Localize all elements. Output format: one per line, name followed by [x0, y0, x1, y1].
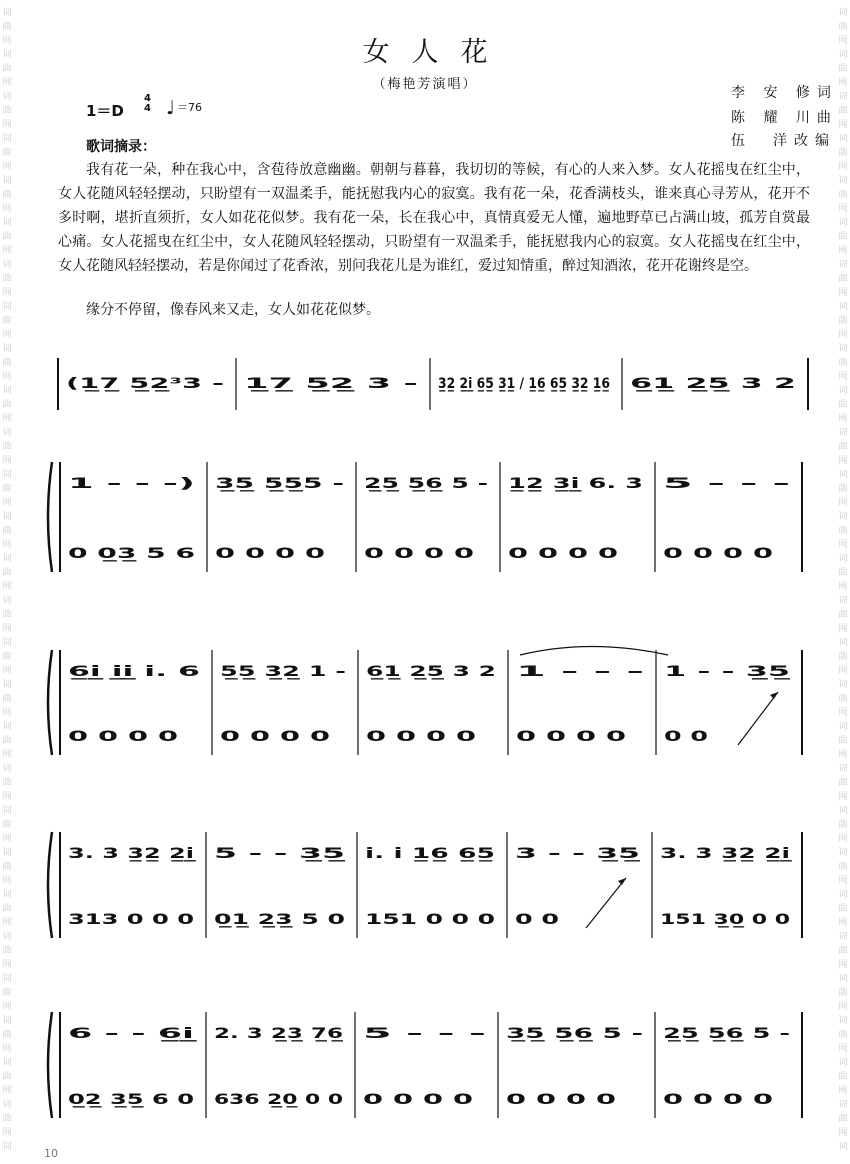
- measure-accompaniment: 0̲1̲ 2̲3̲ 5 0: [214, 912, 346, 928]
- edge-watermark-char: 网: [838, 1128, 848, 1138]
- edge-watermark-char: 词: [2, 848, 12, 858]
- edge-watermark-char: 网: [2, 1044, 12, 1054]
- edge-watermark-char: 词: [838, 974, 848, 984]
- measure-melody: 2̲5̲ 5̲6̲ 5 -: [663, 1026, 791, 1042]
- measure-accompaniment: 0 0 0 0: [215, 546, 326, 562]
- system-brace: [48, 650, 52, 755]
- edge-watermark-char: 网: [2, 36, 12, 46]
- edge-watermark-char: 网: [2, 708, 12, 718]
- edge-watermark-char: 网: [2, 582, 12, 592]
- lyrics-heading: 歌词摘录：: [86, 139, 156, 155]
- edge-watermark-char: 词: [2, 260, 12, 270]
- edge-watermark-char: 网: [838, 330, 848, 340]
- edge-watermark-char: 词: [838, 1100, 848, 1110]
- edge-watermark-char: 词: [838, 134, 848, 144]
- edge-watermark-char: 网: [838, 498, 848, 508]
- edge-watermark-char: 曲: [838, 316, 848, 326]
- measure-melody: 1 - - 3̲5̲: [664, 664, 790, 680]
- edge-watermark-char: 曲: [2, 946, 12, 956]
- edge-watermark-char: 网: [838, 1002, 848, 1012]
- edge-watermark-char: 网: [2, 666, 12, 676]
- edge-watermark-char: 曲: [2, 232, 12, 242]
- edge-watermark-char: 曲: [838, 1030, 848, 1040]
- edge-watermark-char: 曲: [838, 1114, 848, 1124]
- measure-melody: 5̲5̲ 3̲2̲ 1 -: [220, 664, 347, 680]
- edge-watermark-char: 词: [838, 386, 848, 396]
- edge-watermark-char: 词: [2, 386, 12, 396]
- arrow-head-icon: [770, 692, 778, 699]
- edge-watermark-char: 曲: [838, 988, 848, 998]
- edge-watermark-char: 词: [2, 134, 12, 144]
- edge-watermark-char: 词: [838, 302, 848, 312]
- edge-watermark-char: 词: [838, 1016, 848, 1026]
- edge-watermark-char: 曲: [838, 442, 848, 452]
- edge-watermark-char: 网: [2, 624, 12, 634]
- edge-watermark-char: 网: [838, 792, 848, 802]
- measure-melody: 6̲1̲ 2̲5̲ 3 2: [366, 664, 496, 680]
- edge-watermark-char: 曲: [838, 106, 848, 116]
- measure-accompaniment: 151 0 0 0: [365, 912, 496, 928]
- edge-watermark-char: 曲: [2, 106, 12, 116]
- edge-watermark-char: 网: [838, 456, 848, 466]
- edge-watermark-char: 词: [2, 1016, 12, 1026]
- edge-watermark-char: 词: [838, 176, 848, 186]
- edge-watermark-char: 网: [838, 582, 848, 592]
- edge-watermark-char: 曲: [2, 862, 12, 872]
- edge-watermark-char: 曲: [2, 1114, 12, 1124]
- edge-watermark-char: 词: [2, 218, 12, 228]
- edge-watermark-char: 网: [2, 540, 12, 550]
- song-title: 女人花: [362, 37, 510, 68]
- edge-watermark-char: 曲: [2, 1030, 12, 1040]
- measure-melody: 1̲7̲ 5̲2̲ 3 -: [244, 376, 419, 392]
- edge-watermark-char: 曲: [838, 190, 848, 200]
- edge-watermark-char: 网: [2, 750, 12, 760]
- measure-melody: 3 - - 3̲5̲: [515, 846, 640, 862]
- edge-watermark-char: 曲: [838, 148, 848, 158]
- edge-watermark-char: 网: [838, 372, 848, 382]
- measure-accompaniment: 0 0 0 0: [516, 729, 627, 745]
- edge-watermark-char: 曲: [2, 736, 12, 746]
- edge-watermark-char: 网: [838, 1044, 848, 1054]
- edge-watermark-char: 词: [2, 638, 12, 648]
- edge-watermark-char: 曲: [2, 820, 12, 830]
- tempo-value: ＝76: [176, 101, 202, 114]
- edge-watermark-char: 词: [2, 806, 12, 816]
- edge-watermark-char: 词: [838, 806, 848, 816]
- edge-watermark-char: 网: [2, 330, 12, 340]
- edge-watermark-char: 曲: [2, 484, 12, 494]
- edge-watermark-char: 网: [2, 498, 12, 508]
- edge-watermark-char: 曲: [838, 610, 848, 620]
- edge-watermark-char: 词: [838, 8, 848, 18]
- edge-watermark-char: 词: [2, 1142, 12, 1152]
- measure-melody: 6̲i̲ i̲i̲ i. 6: [68, 664, 200, 680]
- edge-watermark-char: 曲: [2, 694, 12, 704]
- edge-watermark-char: 曲: [2, 22, 12, 32]
- edge-watermark-char: 曲: [2, 652, 12, 662]
- edge-watermark-char: 词: [2, 890, 12, 900]
- measure-accompaniment: 313 0 0 0: [68, 912, 195, 928]
- arranger-credit: 伍 洋改编: [731, 133, 836, 149]
- edge-watermark-char: 曲: [838, 526, 848, 536]
- edge-watermark-char: 词: [838, 1142, 848, 1152]
- edge-watermark-char: 网: [2, 834, 12, 844]
- measure-accompaniment: 0 0 0 0: [506, 1092, 617, 1108]
- measure-accompaniment: 151 3̲0̲ 0 0: [660, 912, 791, 928]
- glissando-arrow: [586, 878, 626, 928]
- measure-accompaniment: 636 2̲0̲ 0 0: [214, 1092, 344, 1108]
- edge-watermark-char: 网: [838, 960, 848, 970]
- edge-watermark-char: 网: [2, 204, 12, 214]
- edge-watermark-char: 网: [2, 246, 12, 256]
- edge-watermark-char: 词: [838, 680, 848, 690]
- edge-watermark-char: 曲: [2, 442, 12, 452]
- edge-watermark-char: 曲: [2, 778, 12, 788]
- measure-melody: 3̲5̲ 5̲6̲ 5 -: [506, 1026, 644, 1042]
- arrow-head-icon: [618, 878, 626, 885]
- edge-watermark-char: 曲: [2, 148, 12, 158]
- measure-accompaniment: 0 0 0 0: [508, 546, 619, 562]
- edge-watermark-char: 曲: [838, 904, 848, 914]
- edge-watermark-char: 网: [2, 960, 12, 970]
- tie-arc: [520, 647, 668, 656]
- time-signature-bottom: 4: [144, 103, 151, 114]
- edge-watermark-char: 网: [2, 792, 12, 802]
- edge-watermark-char: 曲: [838, 1072, 848, 1082]
- edge-watermark-char: 词: [2, 50, 12, 60]
- edge-watermark-char: 词: [2, 428, 12, 438]
- edge-watermark-char: 网: [2, 120, 12, 130]
- edge-watermark-char: 网: [2, 1086, 12, 1096]
- measure-melody: 3̲5̲ 5̲5̲5 -: [215, 476, 345, 492]
- measure-melody: i. i 1̲6̲ 6̲5̲: [365, 846, 495, 862]
- edge-watermark-char: 词: [2, 932, 12, 942]
- page-number: 10: [44, 1147, 58, 1160]
- edge-watermark-char: 曲: [2, 400, 12, 410]
- edge-watermark-char: 曲: [838, 568, 848, 578]
- edge-watermark-char: 曲: [2, 1072, 12, 1082]
- edge-watermark-char: 网: [838, 162, 848, 172]
- edge-watermark-char: 词: [838, 512, 848, 522]
- edge-watermark-char: 曲: [838, 232, 848, 242]
- measure-melody: 5 - - -: [363, 1026, 487, 1042]
- edge-watermark-char: 曲: [838, 484, 848, 494]
- composer-credit: 陈 耀 川曲: [731, 110, 838, 126]
- measure-melody: 2. 3 2̲3̲ 7̲6̲: [214, 1026, 343, 1042]
- measure-melody: (1̲7̲ 5̲2̲³3 -: [66, 376, 225, 392]
- edge-watermark-char: 词: [838, 50, 848, 60]
- system-brace: [48, 462, 52, 572]
- edge-watermark-char: 曲: [838, 736, 848, 746]
- glissando-arrow: [738, 692, 778, 745]
- edge-watermark-char: 网: [838, 834, 848, 844]
- key-signature: 1＝D: [86, 102, 124, 120]
- time-signature-top: 4: [144, 93, 151, 104]
- edge-watermark-char: 词: [838, 92, 848, 102]
- measure-accompaniment: 0 0: [515, 912, 560, 928]
- edge-watermark-char: 网: [2, 918, 12, 928]
- edge-watermark-char: 曲: [2, 610, 12, 620]
- edge-watermark-char: 曲: [838, 358, 848, 368]
- edge-watermark-char: 网: [2, 78, 12, 88]
- edge-watermark-char: 词: [2, 176, 12, 186]
- edge-watermark-char: 词: [838, 932, 848, 942]
- edge-watermark-char: 曲: [838, 862, 848, 872]
- system-brace: [48, 832, 52, 938]
- edge-watermark-char: 词: [2, 344, 12, 354]
- measure-melody: 1 - - -): [68, 476, 195, 492]
- measure-accompaniment: 0 0 0 0: [364, 546, 475, 562]
- measure-melody: 3. 3 3̲2̲ 2̲i̲: [660, 846, 792, 862]
- edge-watermark-char: 网: [2, 414, 12, 424]
- edge-watermark-char: 曲: [838, 274, 848, 284]
- measure-accompaniment: 0 0̲3̲ 5 6: [68, 546, 195, 562]
- edge-watermark-char: 网: [838, 36, 848, 46]
- edge-watermark-char: 词: [838, 890, 848, 900]
- edge-watermark-char: 网: [838, 204, 848, 214]
- quarter-note-icon: ♩: [166, 97, 175, 119]
- edge-watermark-char: 词: [2, 764, 12, 774]
- edge-watermark-char: 词: [838, 1058, 848, 1068]
- edge-watermark-char: 曲: [2, 358, 12, 368]
- lyricist-credit: 李 安 修词: [731, 85, 838, 101]
- measure-melody: 5 - - 3̲5̲: [214, 846, 345, 862]
- edge-watermark-char: 曲: [838, 400, 848, 410]
- edge-watermark-char: 网: [2, 456, 12, 466]
- edge-watermark-char: 曲: [2, 568, 12, 578]
- edge-watermark-char: 曲: [2, 316, 12, 326]
- measure-accompaniment: 0 0 0 0: [363, 1092, 474, 1108]
- edge-watermark-char: 网: [838, 78, 848, 88]
- measure-accompaniment: 0 0 0 0: [220, 729, 331, 745]
- lyrics-paragraph: 我有花一朵，种在我心中，含苞待放意幽幽。朝朝与暮暮，我切切的等候，有心的人来入梦。女人花摇曳在红尘中，女人花随风轻轻摆动，只盼望有一双温柔手，能抚慰我内心的寂寞。我有花一朵，花香满枝头，谁来真心寻芳从，花开不多时啊，堪折直须折，女人如花花似梦。我有花一朵，长在我心中，真情真爱无人懂，遍地野草已占满山坡，孤芳自赏最心痛。女人花摇曳在红尘中，女人花随风轻轻摆动，只盼望有一双温柔手，能抚慰我内心的寂寞。女人花摇曳在红尘中，女人花随风轻轻摆动，若是你闻过了花香浓，别问我花儿是为谁红，爱过知情重，醉过知酒浓，花开花谢终是空。: [58, 162, 810, 274]
- edge-watermark-char: 词: [838, 764, 848, 774]
- edge-watermark-char: 曲: [2, 64, 12, 74]
- edge-watermark-char: 词: [2, 302, 12, 312]
- edge-watermark-char: 词: [838, 344, 848, 354]
- edge-watermark-char: 网: [838, 414, 848, 424]
- edge-watermark-char: 词: [838, 554, 848, 564]
- edge-watermark-char: 曲: [838, 22, 848, 32]
- edge-watermark-char: 曲: [838, 778, 848, 788]
- edge-watermark-char: 词: [2, 8, 12, 18]
- edge-watermark-char: 词: [838, 470, 848, 480]
- edge-watermark-char: 词: [2, 722, 12, 732]
- measure-accompaniment: 0 0 0 0: [366, 729, 477, 745]
- edge-watermark-char: 词: [2, 1100, 12, 1110]
- edge-watermark-char: 网: [838, 624, 848, 634]
- measure-melody: 6̲1̲ 2̲5̲ 3 2: [630, 376, 796, 392]
- edge-watermark-char: 词: [2, 974, 12, 984]
- edge-watermark-char: 词: [2, 470, 12, 480]
- edge-watermark-char: 词: [2, 554, 12, 564]
- edge-watermark-char: 网: [2, 372, 12, 382]
- edge-watermark-char: 词: [2, 680, 12, 690]
- measure-melody: 1̲2̲ 3̲i̲ 6. 3: [508, 476, 643, 492]
- system-brace: [48, 1012, 52, 1118]
- measure-melody: 3̲2̲ 2̲i̲ 6̲5̲ 3̲1̲ / 1̲6̲ 6̲5̲ 3̲2̲ 1̲6̲: [438, 376, 610, 392]
- edge-watermark-char: 词: [2, 512, 12, 522]
- edge-watermark-char: 网: [838, 666, 848, 676]
- edge-watermark-char: 网: [838, 246, 848, 256]
- edge-watermark-char: 网: [2, 1128, 12, 1138]
- edge-watermark-char: 网: [2, 876, 12, 886]
- edge-watermark-char: 曲: [2, 988, 12, 998]
- singer-credit: （梅艳芳演唱）: [372, 77, 478, 92]
- edge-watermark-char: 曲: [838, 694, 848, 704]
- edge-watermark-char: 网: [838, 1086, 848, 1096]
- measure-melody: 2̲5̲ 5̲6̲ 5 -: [364, 476, 489, 492]
- edge-watermark-char: 曲: [838, 946, 848, 956]
- edge-watermark-char: 词: [2, 1058, 12, 1068]
- measure-accompaniment: 0 0 0 0: [68, 729, 179, 745]
- edge-watermark-char: 网: [838, 918, 848, 928]
- edge-watermark-char: 网: [2, 1002, 12, 1012]
- edge-watermark-char: 网: [838, 120, 848, 130]
- measure-accompaniment: 0 0 0 0: [663, 1092, 774, 1108]
- edge-watermark-char: 网: [2, 162, 12, 172]
- edge-watermark-char: 曲: [2, 274, 12, 284]
- edge-watermark-char: 词: [838, 638, 848, 648]
- edge-watermark-char: 曲: [838, 64, 848, 74]
- measure-melody: 6 - - 6̲i̲: [68, 1026, 197, 1042]
- edge-watermark-char: 词: [838, 848, 848, 858]
- measure-melody: 3. 3 3̲2̲ 2̲i̲: [68, 846, 196, 862]
- edge-watermark-char: 曲: [838, 820, 848, 830]
- edge-watermark-char: 词: [838, 260, 848, 270]
- edge-watermark-char: 曲: [838, 652, 848, 662]
- edge-watermark-char: 曲: [2, 190, 12, 200]
- measure-melody: 1 - - -: [516, 664, 645, 680]
- measure-accompaniment: 0 0 0 0: [663, 546, 774, 562]
- edge-watermark-char: 曲: [2, 526, 12, 536]
- measure-accompaniment: 0 0: [664, 729, 709, 745]
- edge-watermark-char: 网: [838, 876, 848, 886]
- edge-watermark-char: 词: [838, 218, 848, 228]
- lyrics-paragraph: 缘分不停留，像春风来又走，女人如花花似梦。: [86, 302, 380, 318]
- edge-watermark-char: 网: [838, 750, 848, 760]
- edge-watermark-char: 网: [838, 288, 848, 298]
- edge-watermark-char: 网: [2, 288, 12, 298]
- measure-accompaniment: 0̲2̲ 3̲5̲ 6 0: [68, 1092, 195, 1108]
- edge-watermark-char: 网: [838, 708, 848, 718]
- measure-melody: 5 - - -: [663, 476, 791, 492]
- edge-watermark-char: 词: [838, 428, 848, 438]
- edge-watermark-char: 词: [2, 92, 12, 102]
- edge-watermark-char: 曲: [2, 904, 12, 914]
- edge-watermark-char: 网: [838, 540, 848, 550]
- edge-watermark-char: 词: [838, 722, 848, 732]
- edge-watermark-char: 词: [838, 596, 848, 606]
- edge-watermark-char: 词: [2, 596, 12, 606]
